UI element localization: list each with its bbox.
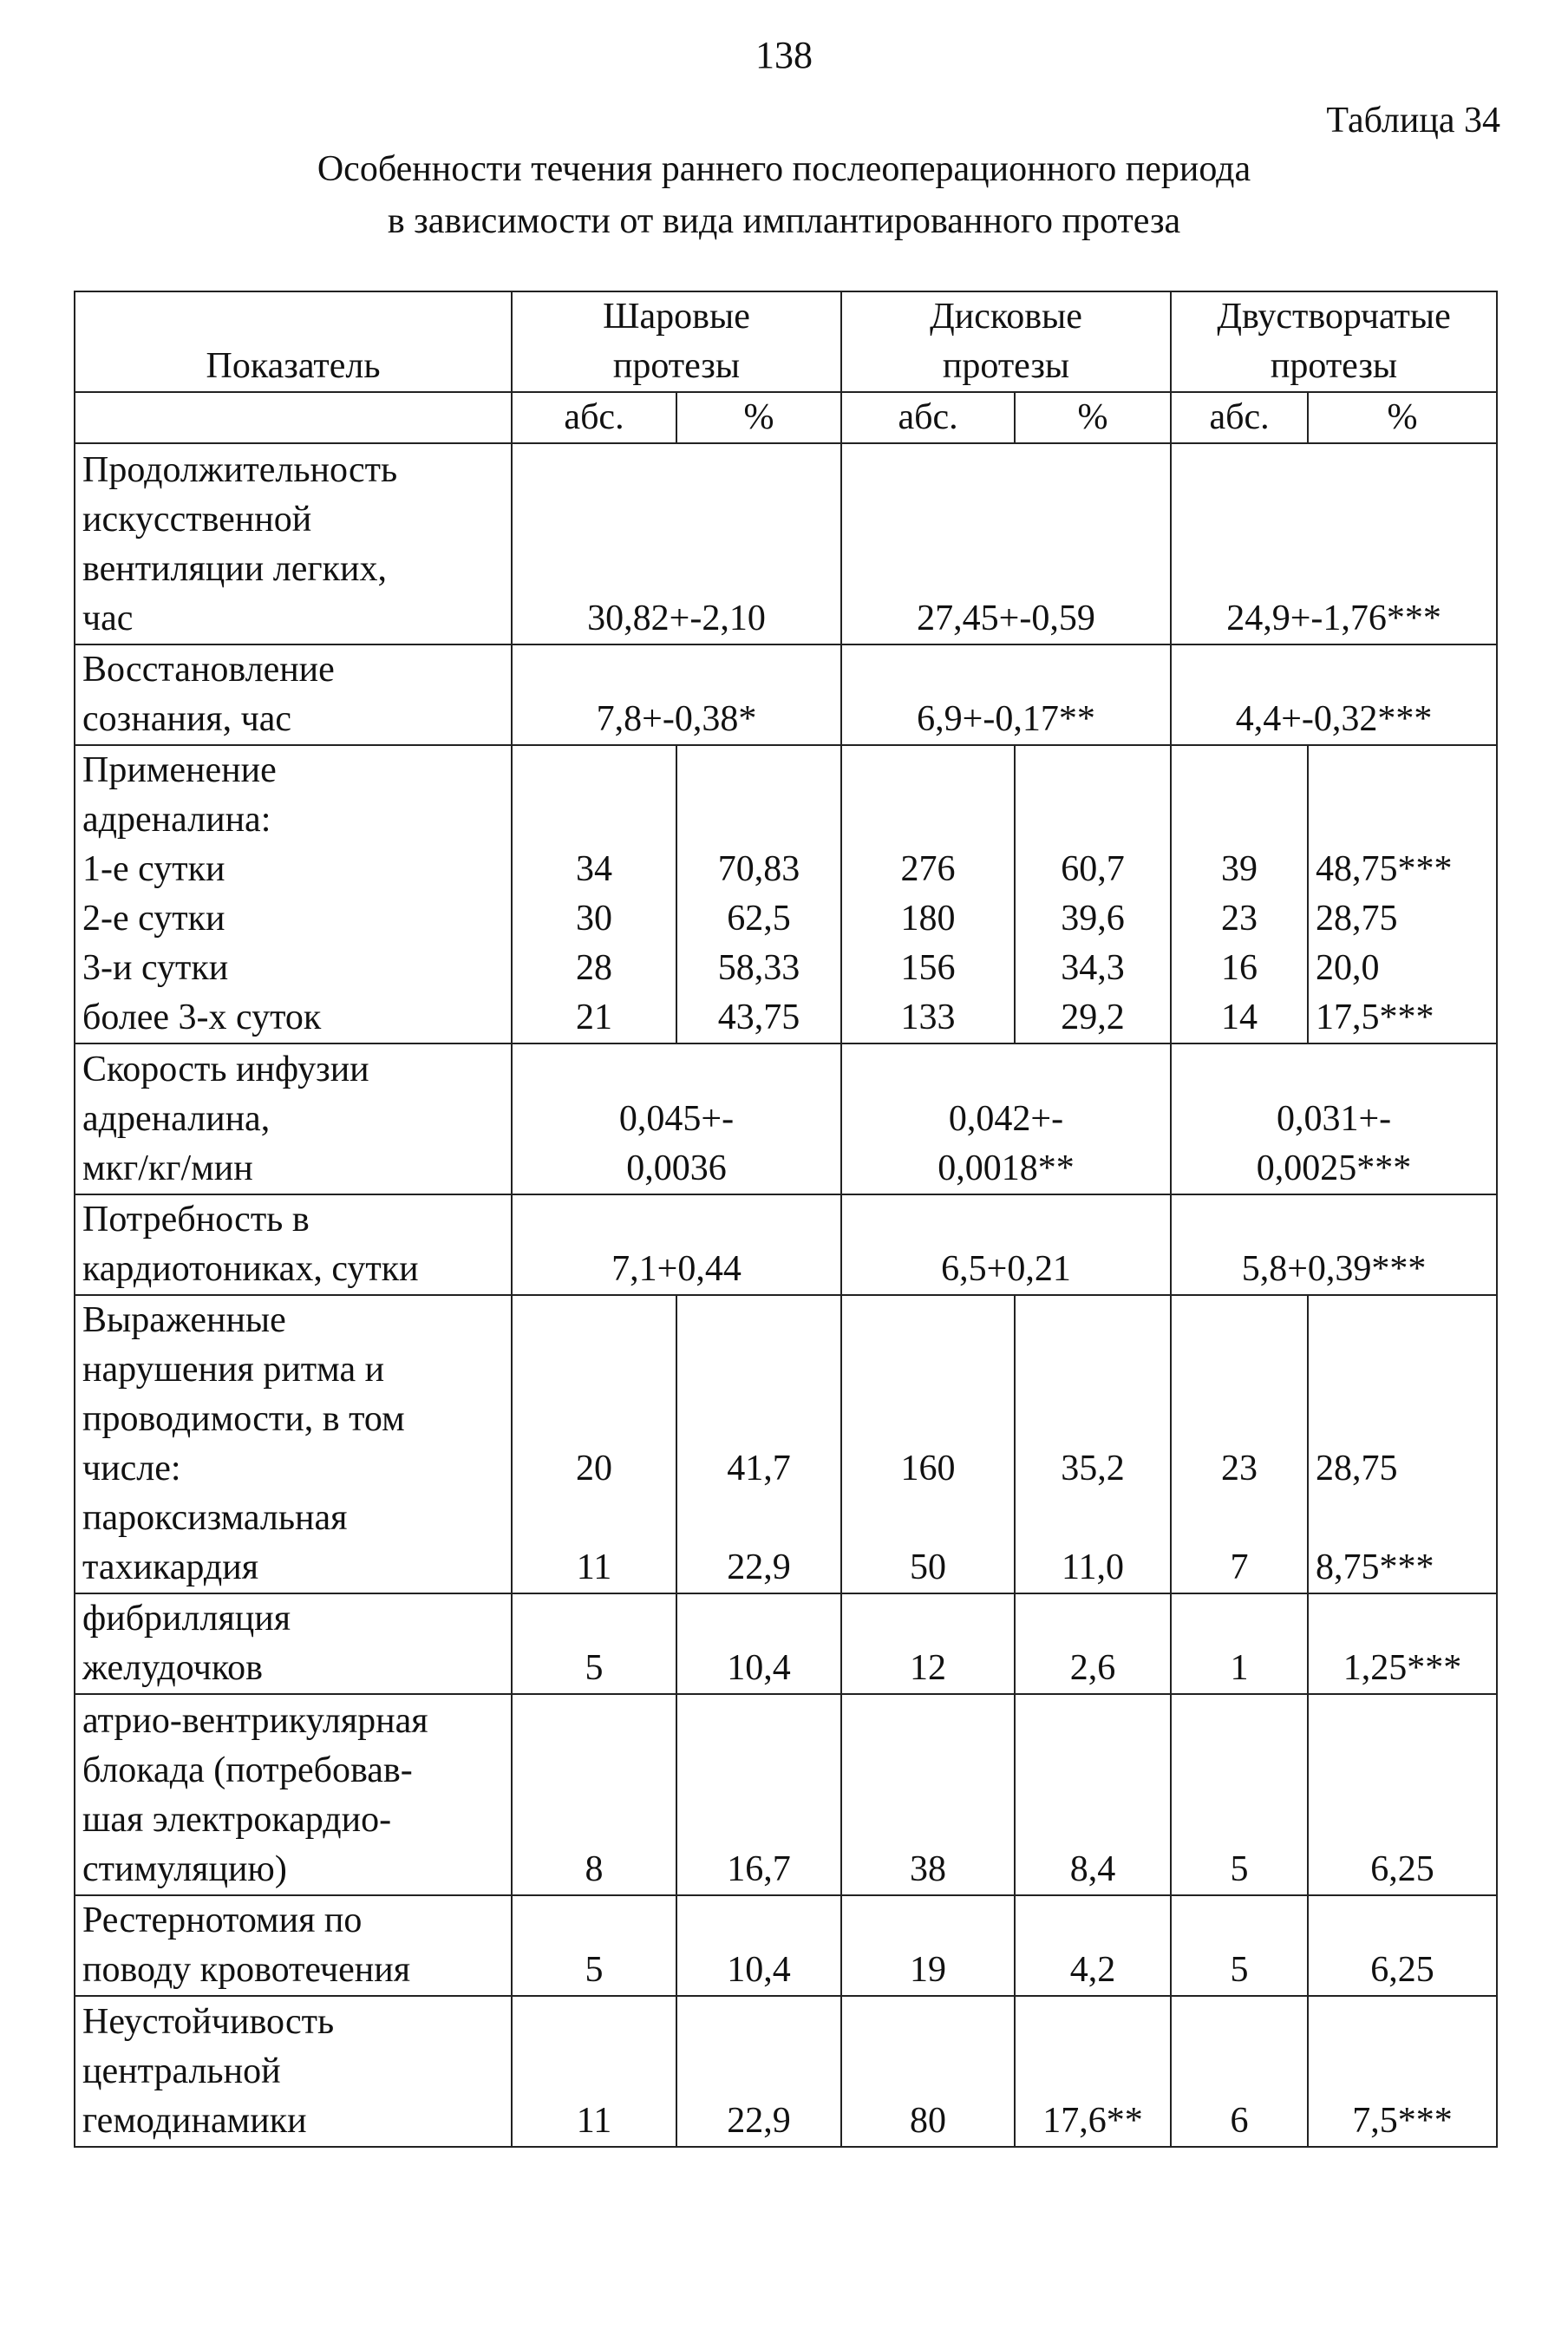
subheader-pct: % [676, 392, 841, 443]
value-ball-pct: 16,7 [676, 1694, 841, 1895]
row-label: атрио-вентрикулярная блокада (потребовав- шая электрокардио- стимуляцию) [75, 1694, 512, 1895]
value-disc: 6,9+-0,17** [841, 644, 1171, 745]
value-bileaflet-pct: 1,25*** [1308, 1593, 1497, 1694]
subheader-abs: абс. [1171, 392, 1308, 443]
value-ball: 7,1+0,44 [512, 1194, 841, 1295]
subheader-pct: % [1308, 392, 1497, 443]
value-disc-abs: 12 [841, 1593, 1015, 1694]
title-line: в зависимости от вида имплантированного протеза [387, 201, 1181, 241]
value-bileaflet-abs: 5 [1171, 1694, 1308, 1895]
table-row [75, 1593, 1497, 1694]
table-row [75, 1694, 1497, 1895]
table-row [75, 443, 1497, 644]
value-bileaflet-abs: 23 7 [1171, 1295, 1308, 1593]
value-disc-abs: 160 50 [841, 1295, 1015, 1593]
row-label: Выраженные нарушения ритма и проводимости, в том числе: пароксизмальная тахикардия [75, 1295, 512, 1593]
value-disc-abs: 19 [841, 1895, 1015, 1996]
value-disc-pct: 2,6 [1015, 1593, 1171, 1694]
subheader-abs: абс. [841, 392, 1015, 443]
value-ball-abs: 11 [512, 1996, 676, 2147]
value-disc-pct: 60,7 39,6 34,3 29,2 [1015, 745, 1171, 1043]
value-disc: 0,042+- 0,0018** [841, 1043, 1171, 1194]
value-bileaflet-abs: 1 [1171, 1593, 1308, 1694]
table-row [75, 1996, 1497, 2147]
table-row [75, 1043, 1497, 1194]
value-ball-abs: 5 [512, 1895, 676, 1996]
value-ball-pct: 22,9 [676, 1996, 841, 2147]
header-disc: Дисковые протезы [841, 291, 1171, 392]
value-bileaflet-abs: 5 [1171, 1895, 1308, 1996]
value-ball-abs: 20 11 [512, 1295, 676, 1593]
value-bileaflet-pct: 6,25 [1308, 1694, 1497, 1895]
value-ball: 7,8+-0,38* [512, 644, 841, 745]
value-bileaflet: 0,031+- 0,0025*** [1171, 1043, 1497, 1194]
value-disc-pct: 17,6** [1015, 1996, 1171, 2147]
value-bileaflet-pct: 48,75*** 28,75 20,0 17,5*** [1308, 745, 1497, 1043]
subheader-abs: абс. [512, 392, 676, 443]
value-bileaflet: 5,8+0,39*** [1171, 1194, 1497, 1295]
value-bileaflet: 24,9+-1,76*** [1171, 443, 1497, 644]
header-bileaflet: Двустворчатые протезы [1171, 291, 1497, 392]
value-ball-pct: 10,4 [676, 1593, 841, 1694]
value-bileaflet-pct: 6,25 [1308, 1895, 1497, 1996]
row-label: Потребность в кардиотониках, сутки [75, 1194, 512, 1295]
value-ball: 30,82+-2,10 [512, 443, 841, 644]
row-label: Продолжительность искусственной вентиляции легких, час [75, 443, 512, 644]
value-bileaflet-abs: 39 23 16 14 [1171, 745, 1308, 1043]
header-ball: Шаровые протезы [512, 291, 841, 392]
header-indicator: Показатель [75, 291, 512, 392]
row-label: Рестернотомия по поводу кровотечения [75, 1895, 512, 1996]
value-bileaflet-pct: 28,75 8,75*** [1308, 1295, 1497, 1593]
value-bileaflet: 4,4+-0,32*** [1171, 644, 1497, 745]
table-row [75, 1194, 1497, 1295]
row-label: фибрилляция желудочков [75, 1593, 512, 1694]
value-disc-abs: 276 180 156 133 [841, 745, 1015, 1043]
value-bileaflet-pct: 7,5*** [1308, 1996, 1497, 2147]
value-disc: 27,45+-0,59 [841, 443, 1171, 644]
row-label: Неустойчивость центральной гемодинамики [75, 1996, 512, 2147]
value-disc-pct: 35,2 11,0 [1015, 1295, 1171, 1593]
table-label: Таблица 34 [1326, 101, 1500, 141]
header-row [75, 291, 1497, 392]
value-disc-abs: 80 [841, 1996, 1015, 2147]
value-ball-abs: 8 [512, 1694, 676, 1895]
table-row [75, 1895, 1497, 1996]
row-label: Восстановление сознания, час [75, 644, 512, 745]
value-bileaflet-abs: 6 [1171, 1996, 1308, 2147]
value-ball-abs: 34 30 28 21 [512, 745, 676, 1043]
subheader-pct: % [1015, 392, 1171, 443]
subheader-empty [75, 392, 512, 443]
table-title [0, 143, 1568, 247]
value-disc: 6,5+0,21 [841, 1194, 1171, 1295]
table-row [75, 745, 1497, 1043]
value-ball: 0,045+- 0,0036 [512, 1043, 841, 1194]
value-disc-abs: 38 [841, 1694, 1015, 1895]
value-ball-pct: 70,83 62,5 58,33 43,75 [676, 745, 841, 1043]
title-line: Особенности течения раннего послеоперационного периода [317, 149, 1251, 189]
row-label: Скорость инфузии адреналина, мкг/кг/мин [75, 1043, 512, 1194]
value-ball-pct: 41,7 22,9 [676, 1295, 841, 1593]
row-label: Применение адреналина: 1-е сутки 2-е сутки 3-и сутки более 3-х суток [75, 745, 512, 1043]
table-row [75, 644, 1497, 745]
data-table [74, 291, 1498, 2148]
page-number: 138 [755, 34, 813, 76]
table-row [75, 1295, 1497, 1593]
value-ball-pct: 10,4 [676, 1895, 841, 1996]
value-disc-pct: 8,4 [1015, 1694, 1171, 1895]
value-ball-abs: 5 [512, 1593, 676, 1694]
value-disc-pct: 4,2 [1015, 1895, 1171, 1996]
subheader-row [75, 392, 1497, 443]
